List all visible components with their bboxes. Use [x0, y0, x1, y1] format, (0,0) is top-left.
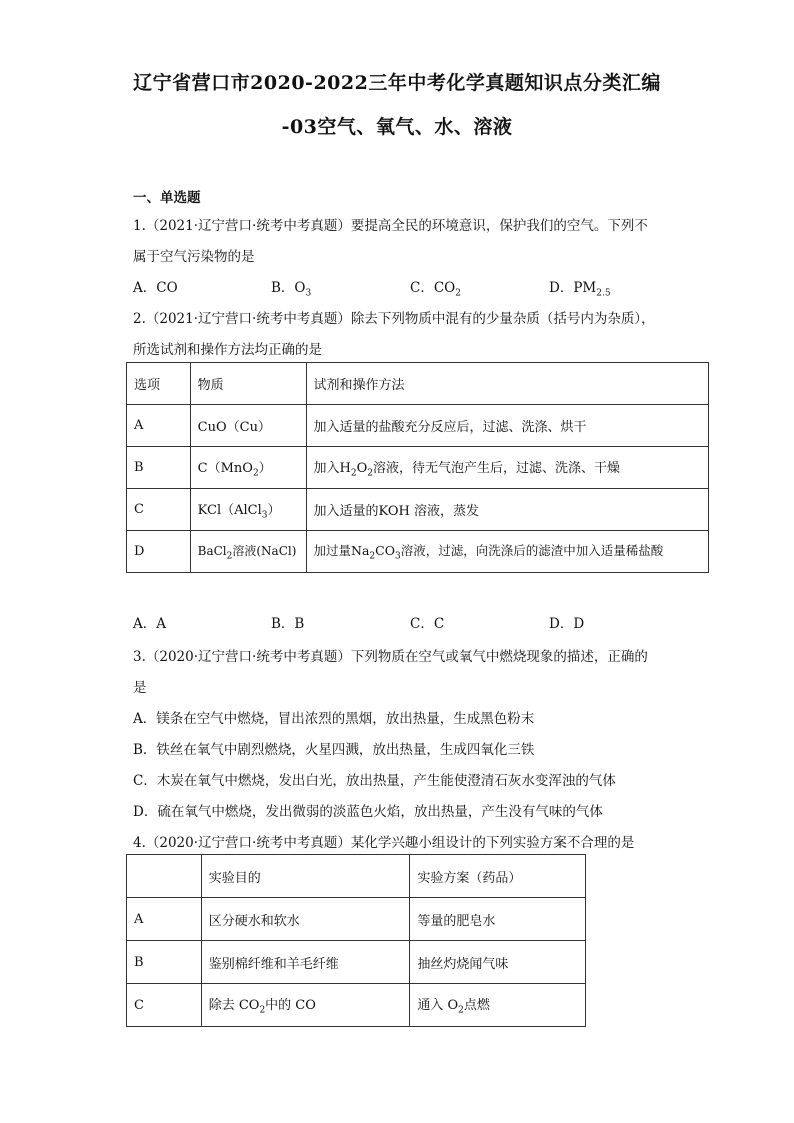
- table-cell: 加入适量的盐酸充分反应后，过滤、洗涤、烘干: [306, 405, 708, 447]
- section-heading: 一、单选题: [133, 190, 201, 206]
- table-cell: A: [127, 405, 191, 447]
- q1-stem-line2: 属于空气污染物的是: [133, 249, 255, 265]
- table-row: [127, 405, 709, 447]
- table-cell: CuO（Cu）: [190, 405, 306, 447]
- q1-option-d: D．$PM_{2.5}$: [549, 280, 611, 299]
- q4-table: [126, 854, 586, 1027]
- table-row: [127, 531, 709, 573]
- table-cell: 除去 $CO_2$中的 CO: [201, 984, 410, 1027]
- q3-option-d: D．硫在氧气中燃烧，发出微弱的淡蓝色火焰，放出热量，产生没有气味的气体: [133, 804, 603, 820]
- q2-option-b: B．B: [271, 616, 305, 632]
- table-row: [127, 489, 709, 531]
- q2-table: [126, 362, 709, 573]
- table-cell: 加入$H_2O_2$溶液，待无气泡产生后，过滤、洗涤、干燥: [306, 447, 708, 489]
- q2-stem-line2: 所选试剂和操作方法均正确的是: [133, 342, 322, 358]
- q3-stem-line1: 3.（2020·辽宁营口·统考中考真题）下列物质在空气或氧气中燃烧现象的描述，正确的: [133, 649, 648, 665]
- q4-stem-line1: 4.（2020·辽宁营口·统考中考真题）某化学兴趣小组设计的下列实验方案不合理的是: [133, 835, 635, 851]
- table-header-row: [127, 855, 586, 898]
- table-cell: 区分硬水和软水: [201, 898, 410, 941]
- table-header-cell: 实验方案（药品）: [410, 855, 586, 898]
- table-row: [127, 984, 586, 1027]
- table-cell: C: [127, 984, 202, 1027]
- q1-option-c: C．$CO_2$: [410, 280, 461, 299]
- q3-stem-line2: 是: [133, 680, 147, 696]
- table-row: [127, 898, 586, 941]
- q2-stem-line1: 2.（2021·辽宁营口·统考中考真题）除去下列物质中混有的少量杂质（括号内为杂质），: [133, 311, 655, 327]
- q1-option-a: A．CO: [133, 280, 178, 296]
- table-cell: 通入 $O_2$点燃: [410, 984, 586, 1027]
- q1-stem-line1: 1.（2021·辽宁营口·统考中考真题）要提高全民的环境意识，保护我们的空气。下列不: [133, 218, 648, 234]
- q1-option-b: B．$O_3$: [271, 280, 312, 299]
- table-header-row: [127, 363, 709, 405]
- q3-option-c: C．木炭在氧气中燃烧，发出白光，放出热量，产生能使澄清石灰水变浑浊的气体: [133, 773, 616, 789]
- table-cell: 鉴别棉纤维和羊毛纤维: [201, 941, 410, 984]
- document-title-line2: -03空气、氧气、水、溶液: [281, 116, 513, 138]
- table-cell: C: [127, 489, 191, 531]
- table-cell: 加入适量的KOH 溶液，蒸发: [306, 489, 708, 531]
- table-header-cell: 选项: [127, 363, 191, 405]
- table-header-cell: 实验目的: [201, 855, 410, 898]
- table-header-cell: 物质: [190, 363, 306, 405]
- table-cell: 抽丝灼烧闻气味: [410, 941, 586, 984]
- table-cell: KCl（AlCl$_3$）: [190, 489, 306, 531]
- q2-option-c: C．C: [410, 616, 445, 632]
- table-header-cell: 试剂和操作方法: [306, 363, 708, 405]
- table-cell: C（MnO$_2$）: [190, 447, 306, 489]
- q2-option-d: D．D: [549, 616, 585, 632]
- table-cell: A: [127, 898, 202, 941]
- table-cell: 加过量$Na_2CO_3$溶液，过滤，向洗涤后的滤渣中加入适量稀盐酸: [306, 531, 708, 573]
- table-cell: BaCl$_2$溶液(NaCl): [190, 531, 306, 573]
- table-row: [127, 447, 709, 489]
- document-title-line1: 辽宁省营口市2020-2022三年中考化学真题知识点分类汇编: [133, 72, 661, 94]
- q3-option-b: B．铁丝在氧气中剧烈燃烧，火星四溅，放出热量，生成四氧化三铁: [133, 742, 535, 758]
- table-row: [127, 941, 586, 984]
- q2-option-a: A．A: [133, 616, 166, 632]
- table-cell: D: [127, 531, 191, 573]
- table-header-cell: [127, 855, 202, 898]
- table-cell: B: [127, 447, 191, 489]
- table-cell: 等量的肥皂水: [410, 898, 586, 941]
- table-cell: B: [127, 941, 202, 984]
- q3-option-a: A．镁条在空气中燃烧，冒出浓烈的黑烟，放出热量，生成黑色粉末: [133, 711, 535, 727]
